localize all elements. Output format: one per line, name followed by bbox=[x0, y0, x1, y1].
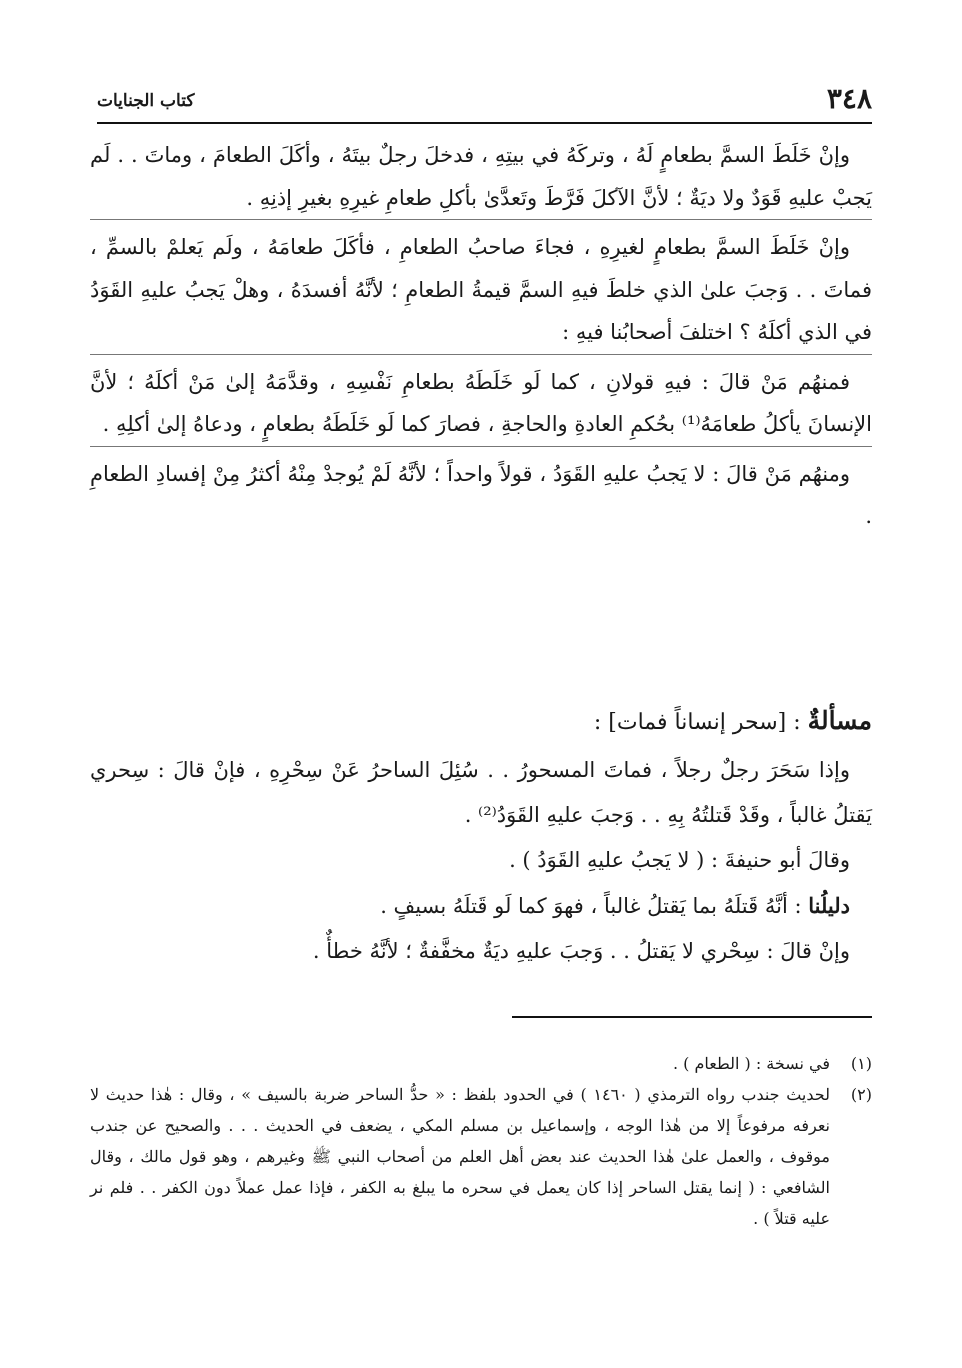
footnote-separator bbox=[512, 1016, 872, 1018]
paragraph-mistake: وإنْ قالَ : سِحْري لا يَقتلُ . . وَجبَ عليهِ ديَةٌ مخفَّفةٌ ؛ لأنَّهُ خطأٌ . bbox=[312, 939, 850, 963]
masala-title: : [سحر إنساناً فمات] : bbox=[593, 710, 801, 735]
paragraph-poison-others-food: وإنْ خَلَطَ السمَّ بطعامٍ لغيرِهِ ، فجاءَ صاحبُ الطعامِ ، فأكَلَ طعامَهُ ، ولَم يَعلمْ بالسمِّ ، فماتَ . . وَجبَ علىٰ الذي خلطَ فيهِ السمَّ قيمةُ الطعامِ ؛ لأنَّهُ أفسدَهُ ، وهلْ يَجبُ عليهِ القَوَدُ في الذي أكلَهُ ؟ اختلفَ أصحابُنا فيهِ : bbox=[90, 235, 872, 344]
masala-body bbox=[90, 748, 872, 974]
paragraph-sorcery-ruling: وإذا سَحَرَ رجلٌ رجلاً ، فماتَ المسحورُ . . سُئِلَ الساحرُ عَنْ سِحْرِهِ ، فإنْ قالَ : سِحري يَقتلُ غالباً ، وقَدْ قَتلتُهُ بِهِ . . وَجبَ عليهِ القَوَدُ⁽²⁾ . bbox=[90, 758, 872, 827]
evidence-lead: دليلُنا bbox=[808, 893, 850, 918]
page-number: ٣٤٨ bbox=[826, 82, 872, 115]
paragraph-second-opinion: ومنهُم مَنْ قالَ : لا يَجبُ عليهِ القَوَدُ ، قولاً واحداً ؛ لأنَّهُ لَمْ يُوجدْ مِنْهُ أكثرُ مِنْ إفسادِ الطعامِ . bbox=[90, 461, 872, 528]
masala-heading bbox=[90, 700, 872, 744]
paragraph-poison-own-food: وإنْ خَلَطَ السمَّ بطعامٍ لَهُ ، وتركَهُ في بيتِهِ ، فدخلَ رجلٌ بيتَهُ ، وأكَلَ الطعامَ ، وماتَ . . لَم يَجبْ عليهِ قَوَدٌ ولا ديَةٌ ؛ لأنَّ الآكلَ فَرَّطَ وتَعدَّىٰ بأكلِ طعامِ غيرِهِ بغيرِ إذنِهِ . bbox=[90, 143, 872, 210]
footnote-2 bbox=[90, 1079, 872, 1234]
paragraph-first-opinion: فمنهُم مَنْ قالَ : فيهِ قولانِ ، كما لَو خَلَطَهُ بطعامِ نَفْسِهِ ، وقدَّمَهُ إلىٰ مَنْ أكلَهُ ؛ لأنَّ الإنسانَ يأكلُ طعامَهُ⁽¹⁾ بحُكمِ العادةِ والحاجةِ ، فصارَ كما لَو خَلَطَهُ بطعامٍ ، ودعاهُ إلىٰ أكلِهِ . bbox=[90, 369, 872, 436]
paragraph-abu-hanifa: وقالَ أبو حنيفةَ : ( لا يَجبُ عليهِ القَوَدُ ) . bbox=[509, 848, 850, 872]
evidence-text: : أنَّهُ قَتلَهُ بما يَقتلُ غالباً ، فهوَ كما لَو قَتلَهُ بسيفٍ . bbox=[380, 894, 809, 918]
footnote-text: في نسخة : ( الطعام ) . bbox=[672, 1054, 830, 1073]
footnote-text: لحديث جندب رواه الترمذي ( ١٤٦٠ ) في الحدود بلفظ : « حدُّ الساحر ضربة بالسيف » ، وقال : هٰذا حديث لا نعرفه مرفوعاً إلا من هٰذا الوجه ، وإسماعيل بن مسلم المكي ، يضعف في الحديث . . . والصحيح عن جندب موقوف ، والعمل علىٰ هٰذا الحديث عند بعض أهل العلم من أصحاب النبي ﷺ وغيرهم ، وهو قول مالك ، وقال الشافعي : ( إنما يقتل الساحر إذا كان يعمل في سحره ما يبلغ به الكفر ، فإذا عمل عملاً دون الكفر . . فلم نر عليه قتلاً ) . bbox=[90, 1085, 830, 1228]
main-text bbox=[90, 134, 872, 538]
footnote-number: (١) bbox=[850, 1054, 872, 1073]
footnote-1 bbox=[90, 1048, 872, 1079]
running-header bbox=[97, 82, 872, 124]
paragraph-divider bbox=[90, 354, 872, 355]
paragraph-divider bbox=[90, 446, 872, 447]
paragraph-divider bbox=[90, 219, 872, 220]
book-title: كتاب الجنايات bbox=[97, 91, 195, 111]
paragraph-evidence bbox=[90, 883, 872, 929]
footnote-number: (٢) bbox=[850, 1085, 872, 1104]
masala-label: مسألةٌ bbox=[807, 706, 872, 735]
footnotes bbox=[90, 1048, 872, 1234]
